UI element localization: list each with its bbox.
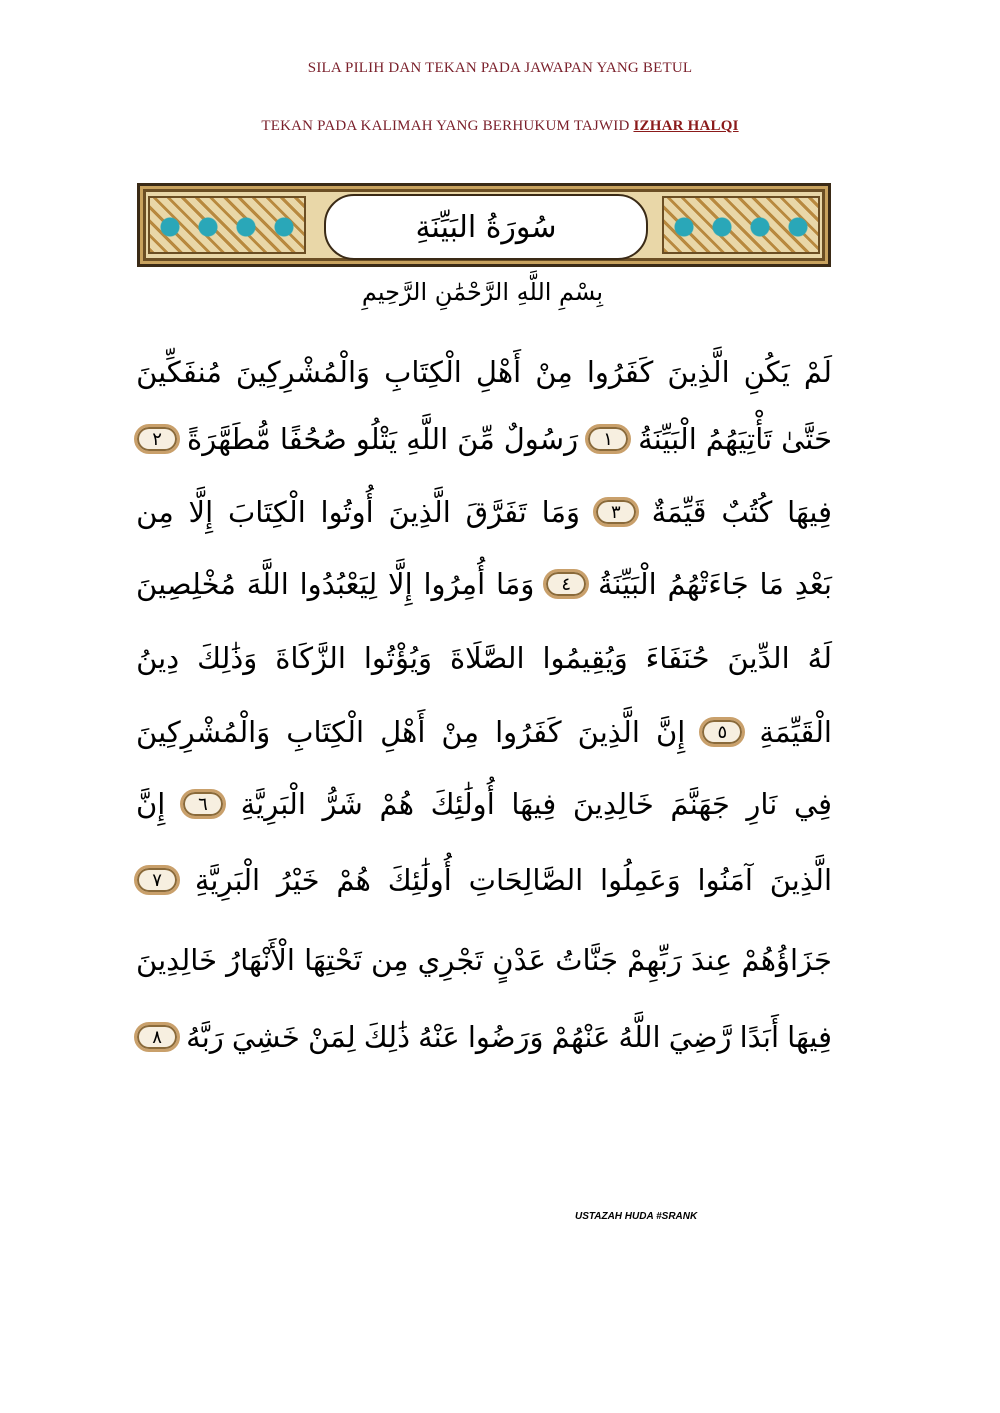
quran-word[interactable]: هُمْ [336, 863, 371, 897]
quran-word[interactable]: الْكِتَابِ [384, 355, 462, 389]
right-ornament-icon [662, 196, 820, 254]
surah-title-cartouche [324, 194, 648, 260]
quran-word[interactable]: الْكِتَابِ [286, 715, 365, 749]
quran-word[interactable]: اللَّهُ [618, 1020, 661, 1054]
quran-word[interactable]: خَيْرُ [276, 863, 320, 897]
instruction-line-1: SILA PILIH DAN TEKAN PADA JAWAPAN YANG BETUL [307, 60, 693, 76]
quran-word[interactable]: تَحْتِهَا [304, 943, 362, 977]
quran-word[interactable]: بَعْدِ [794, 567, 832, 601]
quran-word[interactable]: صُحُفًا [279, 422, 347, 456]
quran-word[interactable]: خَالِدِينَ [136, 943, 217, 977]
quran-line [134, 1005, 834, 1069]
left-ornament-icon [148, 196, 306, 254]
quran-word[interactable]: يَتْلُو [355, 422, 398, 456]
quran-word[interactable]: الَّذِينَ [388, 495, 451, 529]
quran-word[interactable]: الَّذِينَ [769, 863, 832, 897]
quran-word[interactable]: مِّنَ [457, 422, 495, 456]
quran-word[interactable]: إِلَّا [188, 495, 214, 529]
quran-word[interactable]: الْبَيِّنَةُ [638, 422, 697, 456]
quran-word[interactable]: لَمْ [803, 355, 832, 389]
instruction-prefix: TEKAN PADA KALIMAH YANG BERHUKUM TAJWID [261, 118, 634, 134]
quran-word[interactable]: عِندَ [691, 943, 733, 977]
quran-word[interactable]: وَذَٰلِكَ [197, 641, 258, 675]
quran-word[interactable]: اللَّهَ [246, 567, 289, 601]
quran-word[interactable]: الْكِتَابَ [227, 495, 306, 529]
quran-word[interactable]: رَبَّهُ [186, 1020, 224, 1054]
quran-word[interactable]: مَا [759, 567, 784, 601]
quran-word[interactable]: أُولَٰئِكَ [387, 863, 452, 897]
quran-word[interactable]: وَالْمُشْرِكِينَ [235, 355, 371, 389]
quran-word[interactable]: جَنَّاتُ [555, 943, 619, 977]
quran-word[interactable]: عَنْهُ [418, 1020, 460, 1054]
quran-line [134, 340, 834, 404]
quran-word[interactable]: قَيِّمَةٌ [651, 495, 707, 529]
quran-word[interactable]: رَسُولٌ [503, 422, 579, 456]
instruction-line-2 [0, 118, 1000, 135]
surah-header-frame [137, 183, 831, 267]
quran-word[interactable]: كَفَرُوا [495, 715, 562, 749]
quran-word[interactable]: رَّضِيَ [668, 1020, 732, 1054]
quran-line [134, 848, 834, 912]
quran-word[interactable]: إِنَّ [136, 787, 166, 821]
quran-word[interactable]: الزَّكَاةَ [275, 641, 346, 675]
quran-word[interactable]: حُنَفَاءَ [645, 641, 710, 675]
quran-word[interactable]: الصَّالِحَاتِ [468, 863, 584, 897]
quran-word[interactable]: مُنفَكِّينَ [136, 355, 222, 389]
quran-line [134, 772, 834, 836]
quran-word[interactable]: جَزَاؤُهُمْ [741, 943, 832, 977]
quran-word[interactable]: فِيهَا [511, 787, 557, 821]
quran-word[interactable]: عَنْهُمْ [551, 1020, 611, 1054]
quran-word[interactable]: الَّذِينَ [667, 355, 730, 389]
quran-word[interactable]: عَدْنٍ [492, 943, 547, 977]
quran-word[interactable]: فِيهَا [787, 495, 832, 529]
quran-word[interactable]: تَفَرَّقَ [465, 495, 527, 529]
quran-word[interactable]: مُّطَهَّرَةً [187, 422, 271, 456]
quran-word[interactable]: هُمْ [379, 787, 415, 821]
basmalah: بِسْمِ اللَّهِ الرَّحْمَٰنِ الرَّحِيمِ [361, 278, 604, 306]
ayah-number-marker: ٢ [134, 424, 180, 454]
quran-word[interactable]: لَهُ [807, 641, 832, 675]
quran-word[interactable]: إِلَّا [388, 567, 413, 601]
quran-word[interactable]: الْبَيِّنَةُ [598, 567, 657, 601]
ayah-number-marker: ٣ [593, 497, 639, 527]
quran-word[interactable]: أَهْلِ [475, 355, 522, 389]
quran-word[interactable]: أَبَدًا [739, 1020, 780, 1054]
quran-word[interactable]: الْبَرِيَّةِ [194, 863, 261, 897]
quran-line [134, 700, 834, 764]
quran-line [134, 407, 834, 471]
quran-word[interactable]: تَأْتِيَهُمُ [705, 422, 773, 456]
quran-word[interactable]: أُوتُوا [320, 495, 374, 529]
quran-word[interactable]: أَهْلِ [380, 715, 426, 749]
quran-word[interactable]: لِيَعْبُدُوا [299, 567, 378, 601]
quran-word[interactable]: الصَّلَاةَ [449, 641, 525, 675]
quran-word[interactable]: يَكُنِ [743, 355, 790, 389]
quran-word[interactable]: وَرَضُوا [467, 1020, 544, 1054]
ayah-number-marker: ٦ [180, 789, 226, 819]
quran-word[interactable]: الَّذِينَ [577, 715, 640, 749]
quran-word[interactable]: حَتَّىٰ [781, 422, 832, 456]
quran-word[interactable]: ذَٰلِكَ [363, 1020, 410, 1054]
quran-word[interactable]: وَيُؤْتُوا [363, 641, 433, 675]
quran-word[interactable]: جَاءَتْهُمُ [667, 567, 749, 601]
quran-line [134, 480, 834, 544]
quran-word[interactable]: اللَّهِ [406, 422, 449, 456]
quran-word[interactable]: كَفَرُوا [586, 355, 654, 389]
ayah-number-marker: ٥ [699, 717, 745, 747]
ayah-number-marker: ٨ [134, 1022, 180, 1052]
quran-word[interactable]: خَشِيَ [231, 1020, 300, 1054]
quran-word[interactable]: مِنْ [441, 715, 480, 749]
quran-word[interactable]: تَجْرِي [417, 943, 484, 977]
quran-word[interactable]: الْأَنْهَارُ [226, 943, 295, 977]
quran-word[interactable]: وَيُقِيمُوا [542, 641, 628, 675]
quran-word[interactable]: الْقَيِّمَةِ [759, 715, 832, 749]
quran-word[interactable]: وَمَا [495, 567, 535, 601]
tajwid-rule-highlight: IZHAR HALQI [633, 118, 739, 134]
quran-line [134, 552, 834, 616]
quran-word[interactable]: مِنْ [535, 355, 573, 389]
quran-word[interactable]: الْبَرِيَّةِ [240, 787, 306, 821]
quran-line [134, 626, 834, 690]
ayah-number-marker: ٤ [543, 569, 589, 599]
quran-word[interactable]: أُمِرُوا [423, 567, 486, 601]
quran-word[interactable]: الدِّينَ [727, 641, 790, 675]
quran-word[interactable]: لِمَنْ [307, 1020, 356, 1054]
quran-word[interactable]: نَارِ [746, 787, 778, 821]
quran-word[interactable]: مِن [370, 943, 409, 977]
quran-word[interactable]: وَالْمُشْرِكِينَ [136, 715, 271, 749]
quran-word[interactable]: شَرُّ [322, 787, 363, 821]
quran-word[interactable]: دِينُ [136, 641, 180, 675]
author-credit: USTAZAH HUDA #SRANK [575, 1211, 698, 1222]
ayah-number-marker: ٧ [134, 865, 180, 895]
quran-word[interactable]: مُخْلِصِينَ [136, 567, 236, 601]
quran-word[interactable]: آمَنُوا [697, 863, 753, 897]
quran-word[interactable]: أُولَٰئِكَ [430, 787, 495, 821]
quran-word[interactable]: إِنَّ [655, 715, 686, 749]
quran-word[interactable]: رَبِّهِمْ [627, 943, 682, 977]
quran-word[interactable]: فِي [793, 787, 832, 821]
quran-word[interactable]: مِن [136, 495, 174, 529]
quran-word[interactable]: فِيهَا [787, 1020, 832, 1054]
surah-title: سُورَةُ البَيِّنَةِ [415, 209, 557, 245]
quran-word[interactable]: جَهَنَّمَ [670, 787, 730, 821]
quran-word[interactable]: وَمَا [541, 495, 580, 529]
quran-word[interactable]: كُتُبٌ [721, 495, 773, 529]
quran-line [134, 928, 834, 992]
quran-word[interactable]: وَعَمِلُوا [600, 863, 681, 897]
ayah-number-marker: ١ [585, 424, 631, 454]
quran-word[interactable]: خَالِدِينَ [572, 787, 654, 821]
